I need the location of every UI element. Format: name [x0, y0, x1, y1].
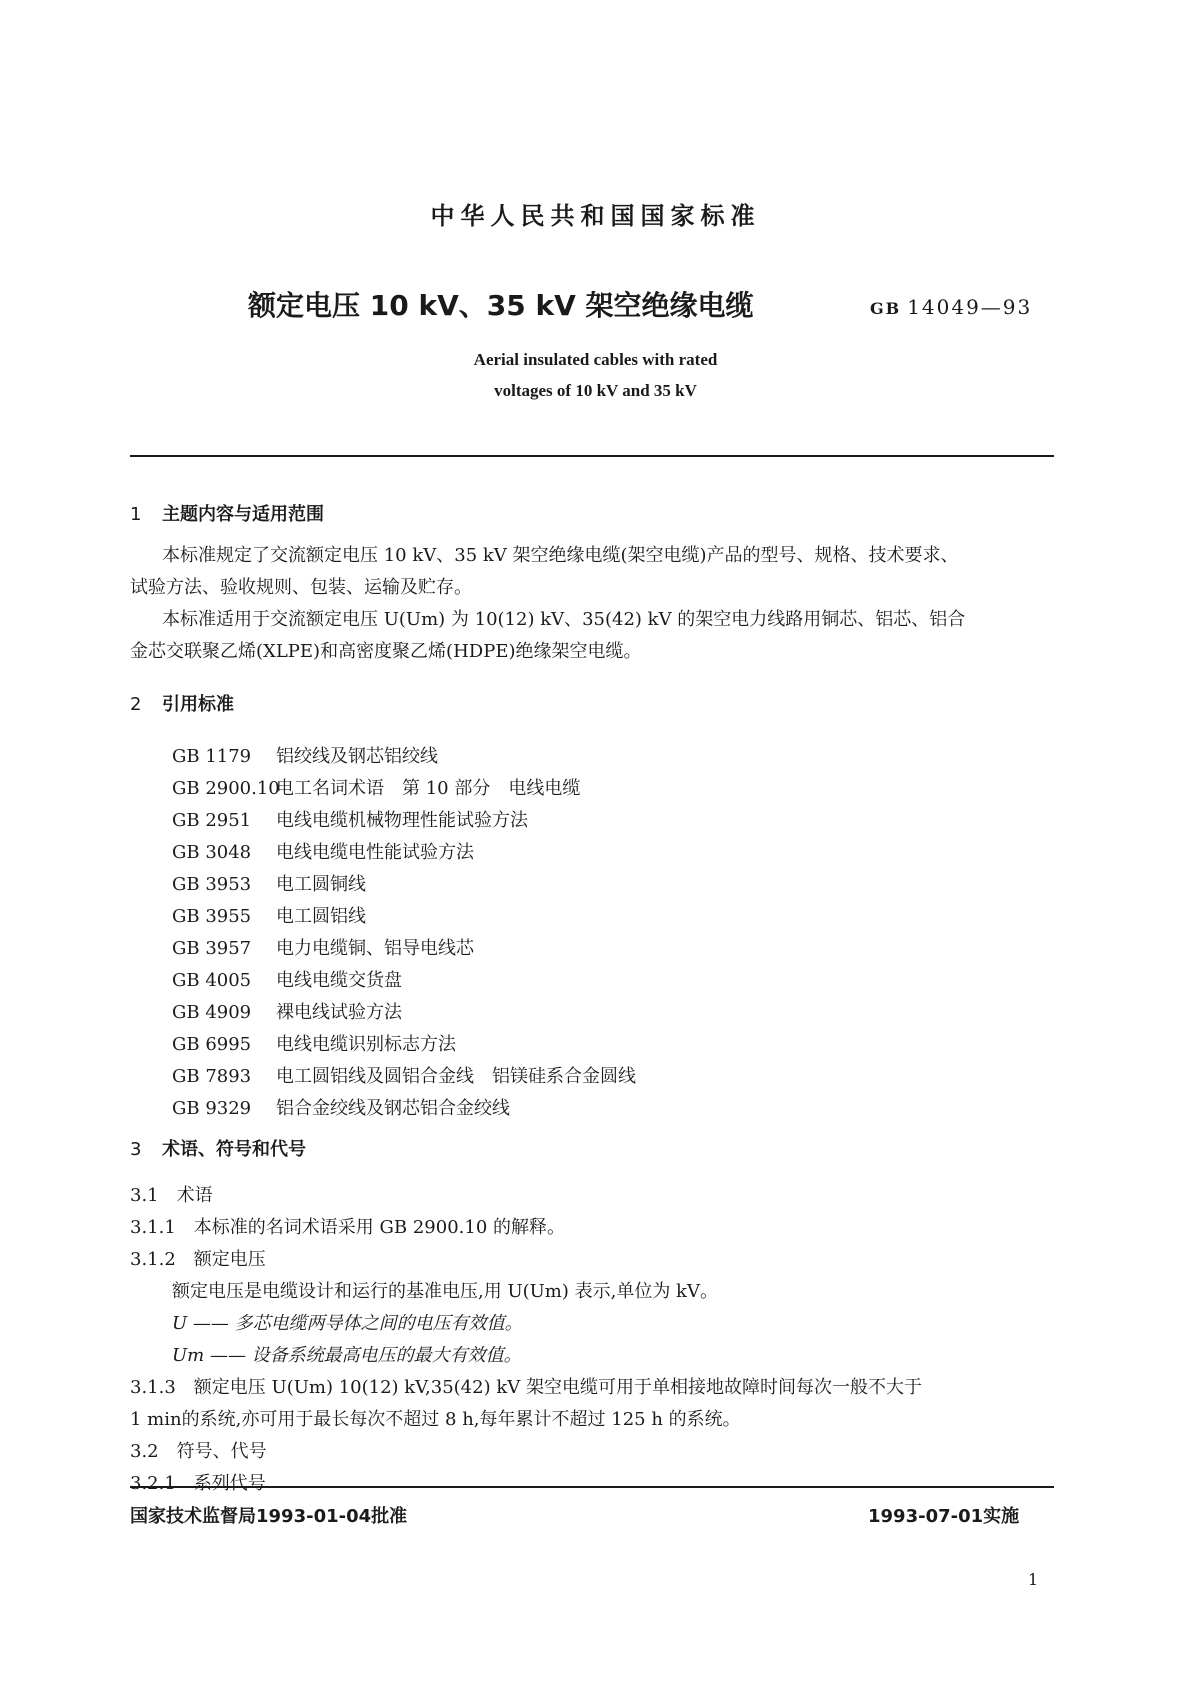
standard-code: [870, 295, 1032, 319]
code-prefix: GB: [870, 299, 902, 318]
section-2-heading: [130, 690, 234, 716]
clause-3-2: 3.2 符号、代号: [130, 1441, 267, 1462]
section-1-para-1-line-1: 本标准规定了交流额定电压 10 kV、35 kV 架空绝缘电缆(架空电缆)产品的型号、规格、技术要求、: [162, 545, 959, 566]
rated-voltage-definition: 额定电压是电缆设计和运行的基准电压,用 U(Um) 表示,单位为 kV。: [172, 1281, 718, 1302]
clause-3-1: 3.1 术语: [130, 1185, 213, 1206]
clause-3-2-1: 3.2.1 系列代号: [130, 1473, 266, 1494]
reference-code: GB 3953: [172, 874, 252, 895]
reference-code: GB 3957: [172, 938, 252, 959]
reference-row: [172, 966, 402, 992]
header-divider: [130, 455, 1054, 457]
reference-code: GB 4005: [172, 970, 252, 991]
section-1-para-2-line-1: 本标准适用于交流额定电压 U(Um) 为 10(12) kV、35(42) kV 的架空电力线路用铜芯、铝芯、铝合: [162, 609, 966, 630]
clause-3-1-3-line-2: 1 min的系统,亦可用于最长每次不超过 8 h,每年累计不超过 125 h 的系统。: [130, 1409, 741, 1430]
reference-row: [172, 870, 366, 896]
section-2-title: 引用标准: [162, 694, 234, 715]
reference-name: 电工圆铜线: [276, 874, 366, 895]
section-3-number: 3: [130, 1139, 142, 1160]
approval-date: 国家技术监督局1993-01-04批准: [130, 1506, 408, 1527]
reference-code: GB 3955: [172, 906, 252, 927]
reference-row: [172, 838, 474, 864]
reference-name: 电线电缆机械物理性能试验方法: [276, 810, 528, 831]
reference-name: 铝绞线及钢芯铝绞线: [276, 746, 438, 767]
reference-row: [172, 1062, 636, 1088]
standard-title: 额定电压 10 kV、35 kV 架空绝缘电缆: [248, 289, 754, 322]
clause-3-1-2: 3.1.2 额定电压: [130, 1249, 266, 1270]
reference-name: 电线电缆识别标志方法: [276, 1034, 456, 1055]
footer-divider: [130, 1486, 1054, 1488]
english-title-line-2: voltages of 10 kV and 35 kV: [494, 381, 697, 400]
reference-code: GB 2900.10: [172, 778, 280, 799]
reference-row: [172, 806, 528, 832]
reference-name: 裸电线试验方法: [276, 1002, 402, 1023]
reference-row: [172, 1030, 456, 1056]
section-3-title: 术语、符号和代号: [162, 1139, 306, 1160]
reference-row: [172, 902, 366, 928]
section-2-number: 2: [130, 694, 142, 715]
reference-code: GB 6995: [172, 1034, 252, 1055]
national-standard-heading: 中华人民共和国国家标准: [430, 202, 761, 230]
clause-3-1-3-line-1: 3.1.3 额定电压 U(Um) 10(12) kV,35(42) kV 架空电缆可用于单相接地故障时间每次一般不大于: [130, 1377, 922, 1398]
reference-code: GB 3048: [172, 842, 252, 863]
reference-name: 电线电缆交货盘: [276, 970, 402, 991]
reference-name: 电工名词术语 第 10 部分 电线电缆: [276, 778, 581, 799]
effective-date: 1993-07-01实施: [868, 1506, 1020, 1527]
reference-row: [172, 774, 580, 800]
reference-name: 电工圆铝线及圆铝合金线 铝镁硅系合金圆线: [276, 1066, 636, 1087]
reference-name: 电工圆铝线: [276, 906, 366, 927]
reference-code: GB 7893: [172, 1066, 252, 1087]
definition-u: U —— 多芯电缆两导体之间的电压有效值。: [172, 1313, 523, 1334]
reference-code: GB 4909: [172, 1002, 252, 1023]
section-1-para-1-line-2: 试验方法、验收规则、包装、运输及贮存。: [130, 577, 472, 598]
clause-3-1-1: 3.1.1 本标准的名词术语采用 GB 2900.10 的解释。: [130, 1217, 566, 1238]
reference-row: [172, 1094, 510, 1120]
section-3-heading: [130, 1135, 306, 1161]
reference-name: 电力电缆铜、铝导电线芯: [276, 938, 474, 959]
reference-name: 电线电缆电性能试验方法: [276, 842, 474, 863]
reference-name: 铝合金绞线及钢芯铝合金绞线: [276, 1098, 510, 1119]
reference-row: [172, 998, 402, 1024]
section-1-number: 1: [130, 504, 142, 525]
reference-code: GB 1179: [172, 746, 252, 767]
section-1-heading: [130, 500, 324, 526]
english-title-line-1: Aerial insulated cables with rated: [473, 350, 718, 369]
reference-code: GB 2951: [172, 810, 252, 831]
section-1-para-2-line-2: 金芯交联聚乙烯(XLPE)和高密度聚乙烯(HDPE)绝缘架空电缆。: [130, 641, 642, 662]
reference-row: [172, 742, 438, 768]
reference-row: [172, 934, 474, 960]
page-number: 1: [1028, 1570, 1039, 1589]
reference-code: GB 9329: [172, 1098, 252, 1119]
code-number: 14049—93: [907, 295, 1033, 319]
section-1-title: 主题内容与适用范围: [162, 504, 324, 525]
definition-um: Um —— 设备系统最高电压的最大有效值。: [172, 1345, 522, 1366]
